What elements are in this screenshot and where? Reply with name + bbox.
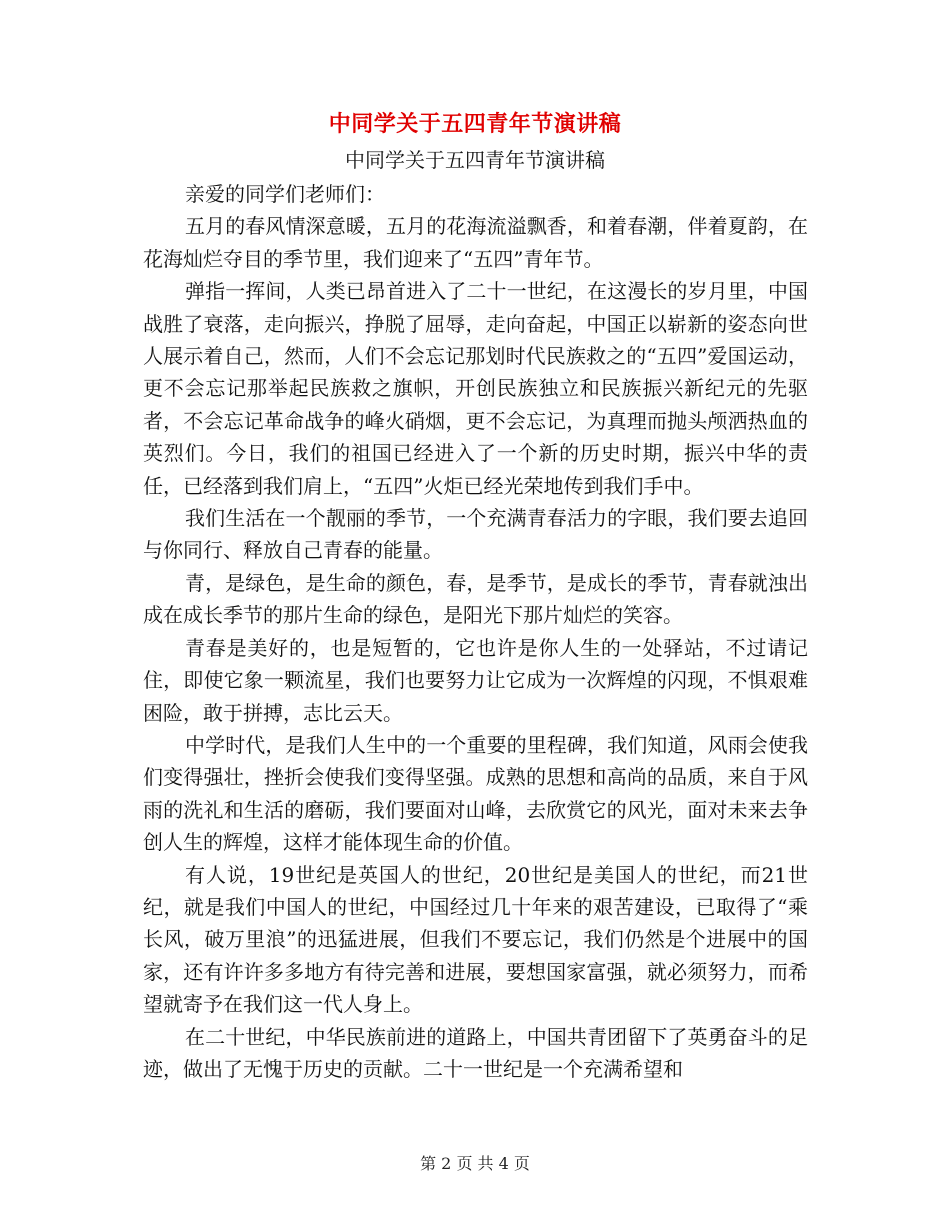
paragraph: 青，是绿色，是生命的颜色，春，是季节，是成长的季节，青春就浊出成在成长季节的那片生命的绿色，是阳光下那片灿烂的笑容。: [143, 570, 808, 628]
paragraph: 五月的春风情深意暖，五月的花海流溢飘香，和着春潮，伴着夏韵，在花海灿烂夺目的季节里，我们迎来了“五四”青年节。: [143, 214, 808, 271]
paragraph: 有人说，19世纪是英国人的世纪，20世纪是美国人的世纪，而21世纪，就是我们中国人的世纪，中国经过几十年来的艰苦建设，已取得了“乘长风，破万里浪”的迅猛进展，但我们不要忘记，我们仍然是个进展中的国家，还有许许多多地方有待完善和进展，要想国家富强，就必须努力，而希望就寄予在我们这一代人身上。: [143, 862, 808, 1017]
greeting: 亲爱的同学们老师们：: [185, 182, 385, 206]
document-title: 中同学关于五四青年节演讲稿: [328, 112, 622, 137]
document-body: [143, 178, 808, 1085]
paragraph: 弹指一挥间，人类已昂首进入了二十一世纪，在这漫长的岁月里，中国战胜了衰落，走向振兴，挣脱了屈辱，走向奋起，中国正以崭新的姿态向世人展示着自己，然而，人们不会忘记那划时代民族救之的“五四”爱国运动，更不会忘记那举起民族救之旗帜，开创民族独立和民族振兴新纪元的先驱者，不会忘记革命战争的峰火硝烟，更不会忘记，为真理而抛头颅洒热血的英烈们。今日，我们的祖国已经进入了一个新的历史时期，振兴中华的责任，已经落到我们肩上，“五四”火炬已经光荣地传到我们手中。: [143, 279, 808, 498]
document-subtitle: 中同学关于五四青年节演讲稿: [345, 148, 605, 172]
paragraph: 在二十世纪，中华民族前进的道路上，中国共青团留下了英勇奋斗的足迹，做出了无愧于历史的贡献。二十一世纪是一个充满希望和: [143, 1024, 808, 1081]
paragraph: 青春是美好的，也是短暂的，它也许是你人生的一处驿站，不过请记住，即使它象一颗流星，我们也要努力让它成为一次辉煌的闪现，不惧艰难困险，敢于拼搏，志比云天。: [143, 635, 808, 725]
page-number: 第 2 页 共 4 页: [420, 1154, 530, 1173]
paragraph: 中学时代，是我们人生中的一个重要的里程碑，我们知道，风雨会使我们变得强壮，挫折会使我们变得坚强。成熟的思想和高尚的品质，来自于风雨的洗礼和生活的磨砺，我们要面对山峰，去欣赏它的风光，面对未来去争创人生的辉煌，这样才能体现生命的价值。: [143, 732, 808, 855]
paragraph: 我们生活在一个靓丽的季节，一个充满青春活力的字眼，我们要去追回与你同行、释放自己青春的能量。: [143, 506, 808, 563]
